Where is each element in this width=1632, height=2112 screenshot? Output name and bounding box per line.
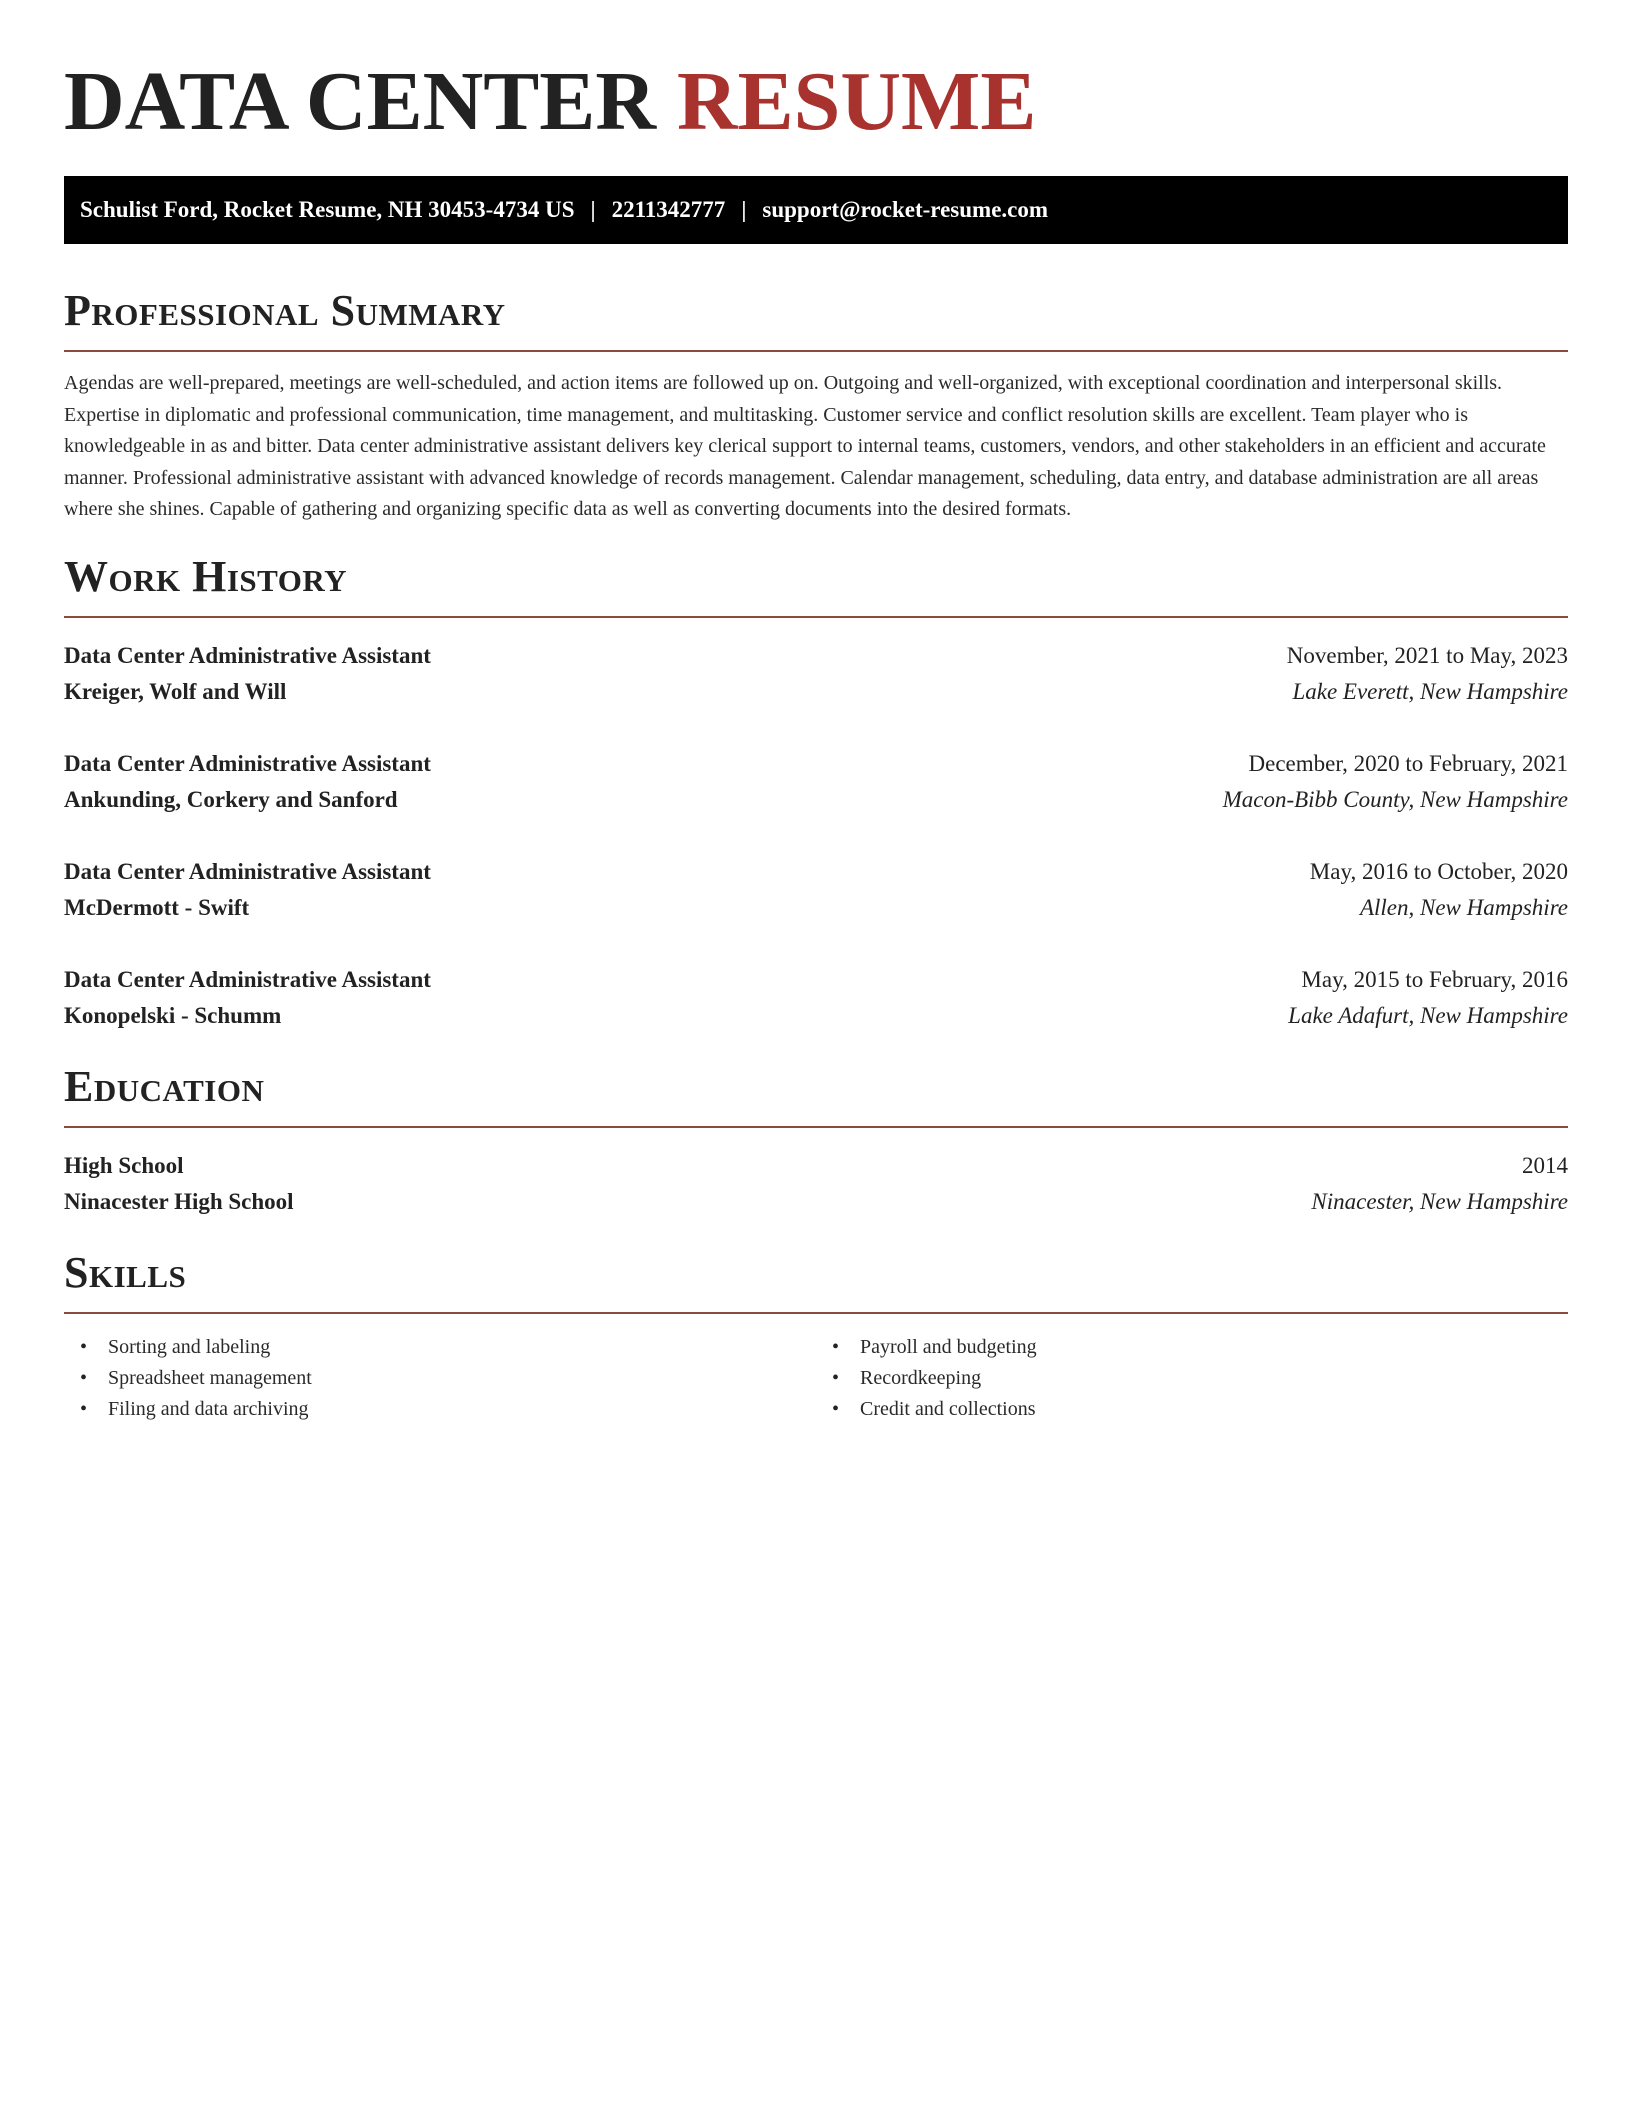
job-entry — [64, 746, 1568, 818]
job-dates: May, 2015 to February, 2016 — [1301, 966, 1568, 992]
skill-item: • Recordkeeping — [816, 1363, 1568, 1394]
job-list — [64, 638, 1568, 1034]
job-company: Kreiger, Wolf and Will — [64, 678, 287, 704]
skills-section — [64, 1248, 1568, 1425]
skills-heading: Skills — [64, 1247, 187, 1297]
education-degree: High School — [64, 1152, 184, 1178]
contact-separator: | — [741, 197, 747, 222]
job-entry — [64, 962, 1568, 1034]
education-year: 2014 — [1522, 1152, 1568, 1178]
contact-phone: 2211342777 — [611, 197, 726, 222]
section-divider — [64, 1312, 1568, 1314]
contact-separator: | — [590, 197, 596, 222]
skills-column-right — [816, 1332, 1568, 1425]
contact-email: support@rocket-resume.com — [762, 197, 1049, 222]
skills-list — [64, 1332, 1568, 1425]
summary-text: Agendas are well-prepared, meetings are well-scheduled, and action items are followed up on. Outgoing and well-organized, with exceptional coordination and interpersonal skills. Expertise in diplomatic and professional communication, time management, and multitasking. Customer service and conflict resolution skills are excellent. Team player who is knowledgeable in as and bitter. Data center administrative assistant delivers key clerical support to internal teams, customers, vendors, and other stakeholders in an efficient and accurate manner. Professional administrative assistant with advanced knowledge of records management. Calendar management, scheduling, data entry, and database administration are all areas where she shines. Capable of gathering and organizing specific data as well as converting documents into the desired formats. — [64, 372, 1546, 520]
education-section — [64, 1062, 1568, 1220]
section-divider — [64, 1126, 1568, 1128]
resume-title — [64, 52, 1568, 152]
section-divider — [64, 350, 1568, 352]
section-divider — [64, 616, 1568, 618]
job-company: Konopelski - Schumm — [64, 1002, 282, 1028]
job-company: Ankunding, Corkery and Sanford — [64, 786, 398, 812]
education-location: Ninacester, New Hampshire — [1311, 1188, 1568, 1214]
job-title: Data Center Administrative Assistant — [64, 642, 431, 668]
job-title: Data Center Administrative Assistant — [64, 858, 431, 884]
title-accent: RESUME — [676, 55, 1037, 148]
title-main: DATA CENTER — [64, 55, 656, 148]
job-location: Lake Everett, New Hampshire — [1292, 678, 1568, 704]
skill-item: • Filing and data archiving — [64, 1394, 816, 1425]
contact-address: Schulist Ford, Rocket Resume, NH 30453-4734 US — [80, 197, 575, 222]
job-title: Data Center Administrative Assistant — [64, 966, 431, 992]
work-history-section — [64, 552, 1568, 1034]
education-list — [64, 1148, 1568, 1220]
work-history-heading: Work History — [64, 551, 348, 601]
contact-bar — [64, 176, 1568, 244]
job-location: Allen, New Hampshire — [1359, 894, 1568, 920]
job-dates: May, 2016 to October, 2020 — [1309, 858, 1568, 884]
education-heading: Education — [64, 1061, 265, 1111]
summary-section — [64, 286, 1568, 526]
job-dates: November, 2021 to May, 2023 — [1286, 642, 1568, 668]
summary-heading: Professional Summary — [64, 286, 506, 335]
job-location: Macon-Bibb County, New Hampshire — [1222, 786, 1568, 812]
skills-column-left — [64, 1332, 816, 1425]
job-entry — [64, 638, 1568, 710]
skill-item: • Credit and collections — [816, 1394, 1568, 1425]
education-entry — [64, 1148, 1568, 1220]
job-company: McDermott - Swift — [64, 894, 250, 920]
job-entry — [64, 854, 1568, 926]
job-location: Lake Adafurt, New Hampshire — [1288, 1002, 1568, 1028]
education-school: Ninacester High School — [64, 1188, 294, 1214]
skill-item: • Spreadsheet management — [64, 1363, 816, 1394]
skill-item: • Payroll and budgeting — [816, 1332, 1568, 1363]
job-title: Data Center Administrative Assistant — [64, 750, 431, 776]
skill-item: • Sorting and labeling — [64, 1332, 816, 1363]
job-dates: December, 2020 to February, 2021 — [1248, 750, 1568, 776]
